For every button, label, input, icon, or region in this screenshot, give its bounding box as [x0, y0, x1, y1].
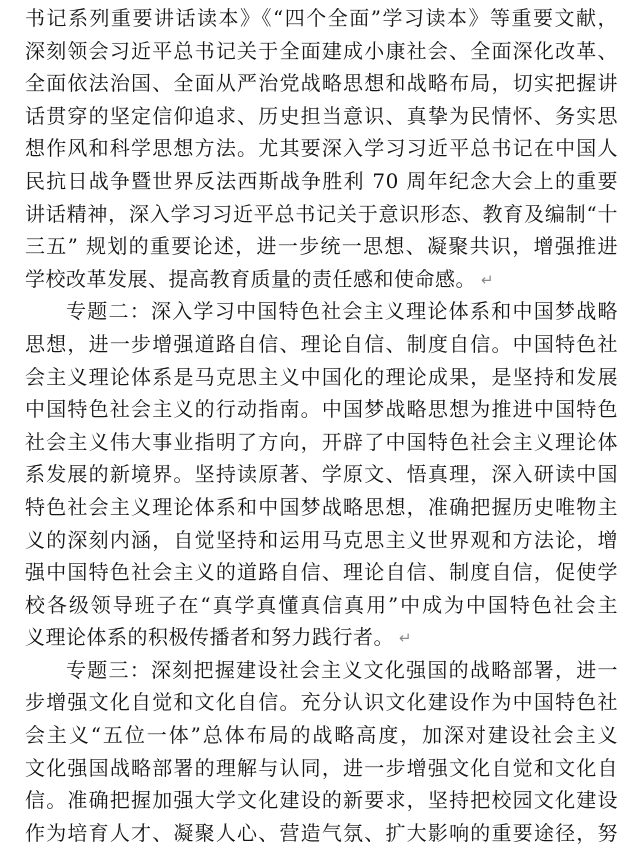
text-line: 义理论体系的积极传播者和努力践行者。 ↵ [25, 625, 413, 650]
text-line: 会主义“五位一体”总体布局的战略高度，加深对建设社会主义 [25, 723, 618, 748]
text-line: 专题三：深刻把握建设社会主义文化强国的战略部署，进一 [66, 657, 618, 682]
text-line: 校各级领导班子在“真学真懂真信真用”中成为中国特色社会主 [25, 592, 618, 617]
text-line: 三五” 规划的重要论述，进一步统一思想、凝聚共识，增强推进 [25, 234, 618, 259]
text-line: 强中国特色社会主义的道路自信、理论自信、制度自信，促使学 [25, 560, 618, 585]
paragraph-mark-icon: ↵ [481, 270, 495, 289]
text-line: 学校改革发展、提高教育质量的责任感和使命感。 ↵ [25, 266, 495, 291]
text-line: 文化强国战略部署的理解与认同，进一步增强文化自觉和文化自 [25, 755, 618, 780]
text-line: 书记系列重要讲话读本》《“四个全面”学习读本》等重要文献， [25, 6, 618, 30]
text-line: 社会主义伟大事业指明了方向，开辟了中国特色社会主义理论体 [25, 429, 618, 454]
text-line: 民抗日战争暨世界反法西斯战争胜利 70 周年纪念大会上的重要 [25, 168, 618, 193]
text-line: 信。准确把握加强大学文化建设的新要求，坚持把校园文化建设 [25, 788, 618, 813]
text-line: 作为培育人才、凝聚人心、营造气氛、扩大影响的重要途径，努 [25, 820, 618, 845]
paragraph [25, 654, 618, 849]
text-line: 中国特色社会主义的行动指南。中国梦战略思想为推进中国特色 [25, 397, 618, 422]
text-line: 讲话精神，深入学习习近平总书记关于意识形态、教育及编制“十 [25, 201, 618, 226]
text-line: 专题二：深入学习中国特色社会主义理论体系和中国梦战略 [66, 299, 618, 324]
document-body [25, 2, 618, 849]
text-line: 会主义理论体系是马克思主义中国化的理论成果，是坚持和发展 [25, 364, 618, 389]
paragraph-mark-icon: ↵ [399, 629, 413, 648]
text-line: 义的深刻内涵，自觉坚持和运用马克思主义世界观和方法论，增 [25, 527, 618, 552]
text-line: 想作风和科学思想方法。尤其要深入学习习近平总书记在中国人 [25, 136, 618, 161]
text-line: 全面依法治国、全面从严治党战略思想和战略布局，切实把握讲 [25, 71, 618, 96]
paragraph [25, 295, 618, 654]
paragraph [25, 2, 618, 295]
text-line: 思想，进一步增强道路自信、理论自信、制度自信。中国特色社 [25, 331, 618, 356]
text-line: 系发展的新境界。坚持读原著、学原文、悟真理，深入研读中国 [25, 462, 618, 487]
text-line: 步增强文化自觉和文化自信。充分认识文化建设作为中国特色社 [25, 690, 618, 715]
text-line: 深刻领会习近平总书记关于全面建成小康社会、全面深化改革、 [25, 38, 618, 63]
text-line: 话贯穿的坚定信仰追求、历史担当意识、真挚为民情怀、务实思 [25, 103, 618, 128]
text-line: 特色社会主义理论体系和中国梦战略思想，准确把握历史唯物主 [25, 494, 618, 519]
